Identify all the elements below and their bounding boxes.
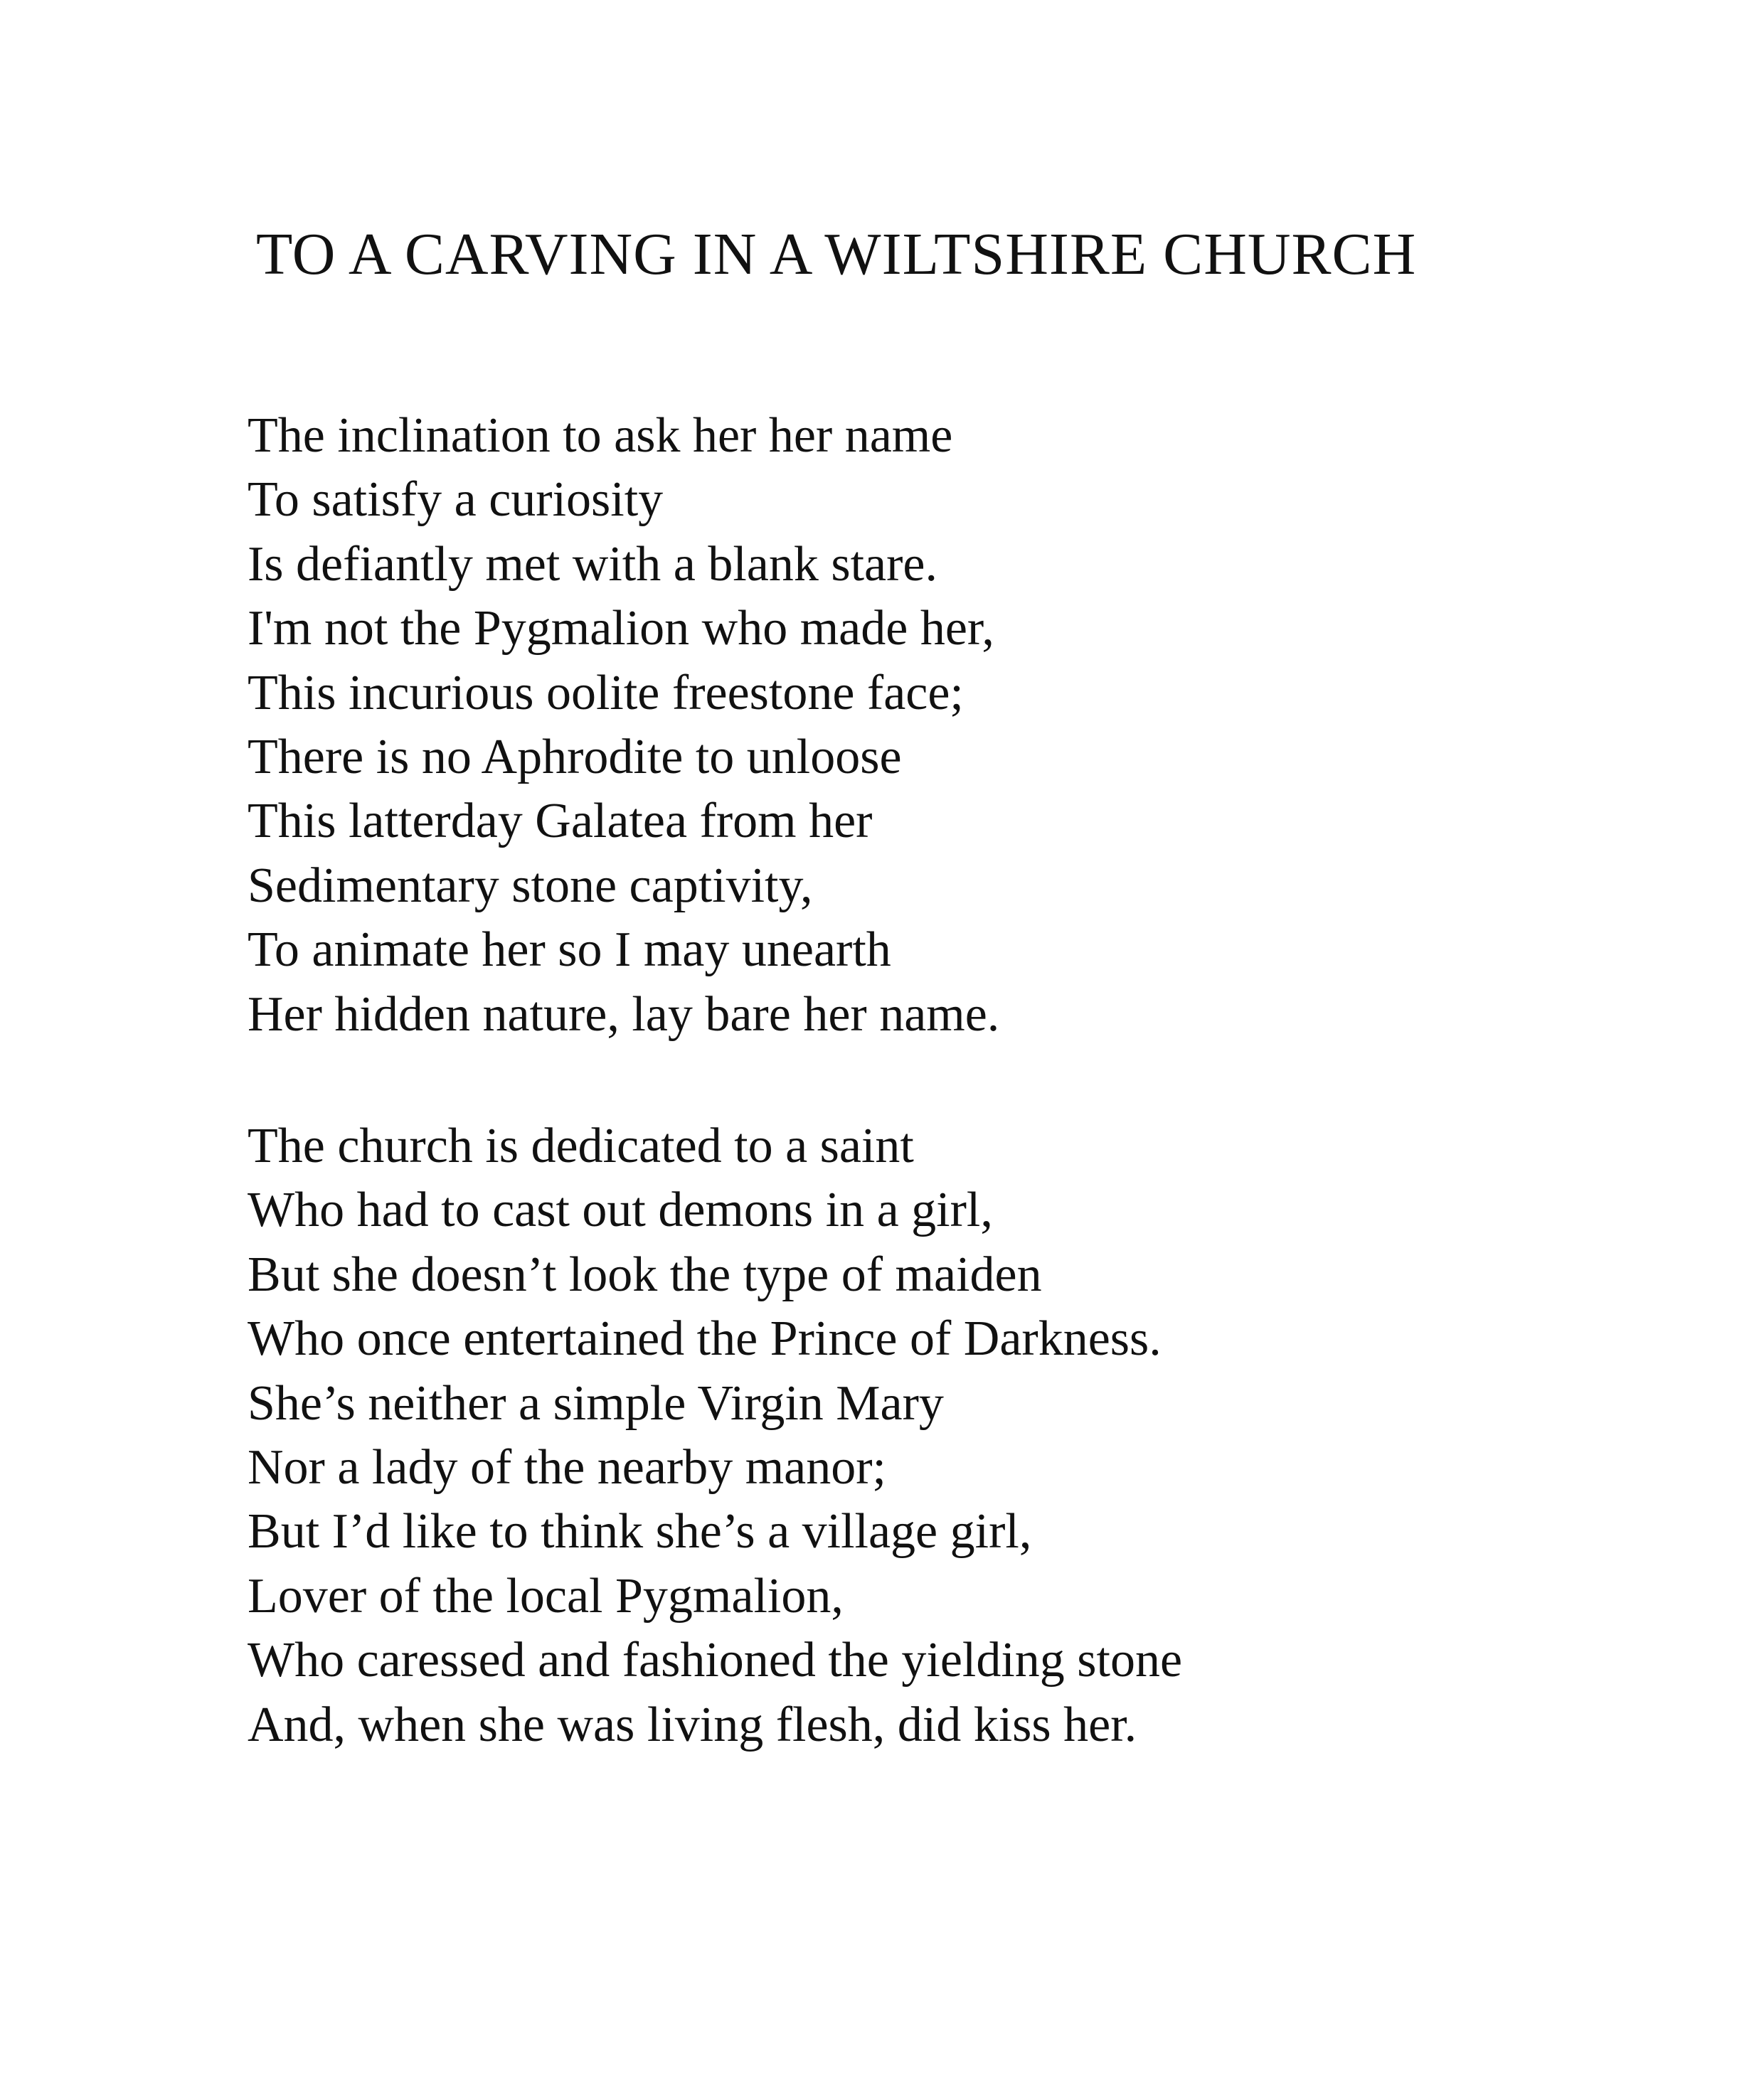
poem-line: Sedimentary stone captivity, xyxy=(248,858,813,913)
poem-line: Who once entertained the Prince of Darkness. xyxy=(248,1311,1162,1367)
stanza-2 xyxy=(248,1114,1182,1757)
poem-line: To animate her so I may unearth xyxy=(248,922,891,978)
poem-line: But I’d like to think she’s a village girl, xyxy=(248,1504,1032,1560)
poem-line: She’s neither a simple Virgin Mary xyxy=(248,1375,944,1431)
poem-line: Who had to cast out demons in a girl, xyxy=(248,1183,993,1238)
poem-line: Lover of the local Pygmalion, xyxy=(248,1568,844,1624)
poem-line: Is defiantly met with a blank stare. xyxy=(248,536,937,592)
poem-line: Who caressed and fashioned the yielding stone xyxy=(248,1633,1183,1688)
poem-line: The inclination to ask her her name xyxy=(248,408,953,463)
stanza-1 xyxy=(248,404,999,1047)
poem-line: There is no Aphrodite to unloose xyxy=(248,729,902,784)
poem-line: Her hidden nature, lay bare her name. xyxy=(248,986,1000,1042)
poem-line: To satisfy a curiosity xyxy=(248,472,664,528)
poem-title: TO A CARVING IN A WILTSHIRE CHURCH xyxy=(256,221,1417,287)
poem-line: I'm not the Pygmalion who made her, xyxy=(248,601,994,656)
poem-line: The church is dedicated to a saint xyxy=(248,1119,914,1173)
poem-line: And, when she was living flesh, did kiss her. xyxy=(248,1697,1137,1752)
poem-line: This incurious oolite freestone face; xyxy=(248,665,964,720)
poem-line: This latterday Galatea from her xyxy=(248,794,873,849)
poem-line: Nor a lady of the nearby manor; xyxy=(248,1439,887,1495)
poem-line: But she doesn’t look the type of maiden xyxy=(248,1247,1042,1302)
